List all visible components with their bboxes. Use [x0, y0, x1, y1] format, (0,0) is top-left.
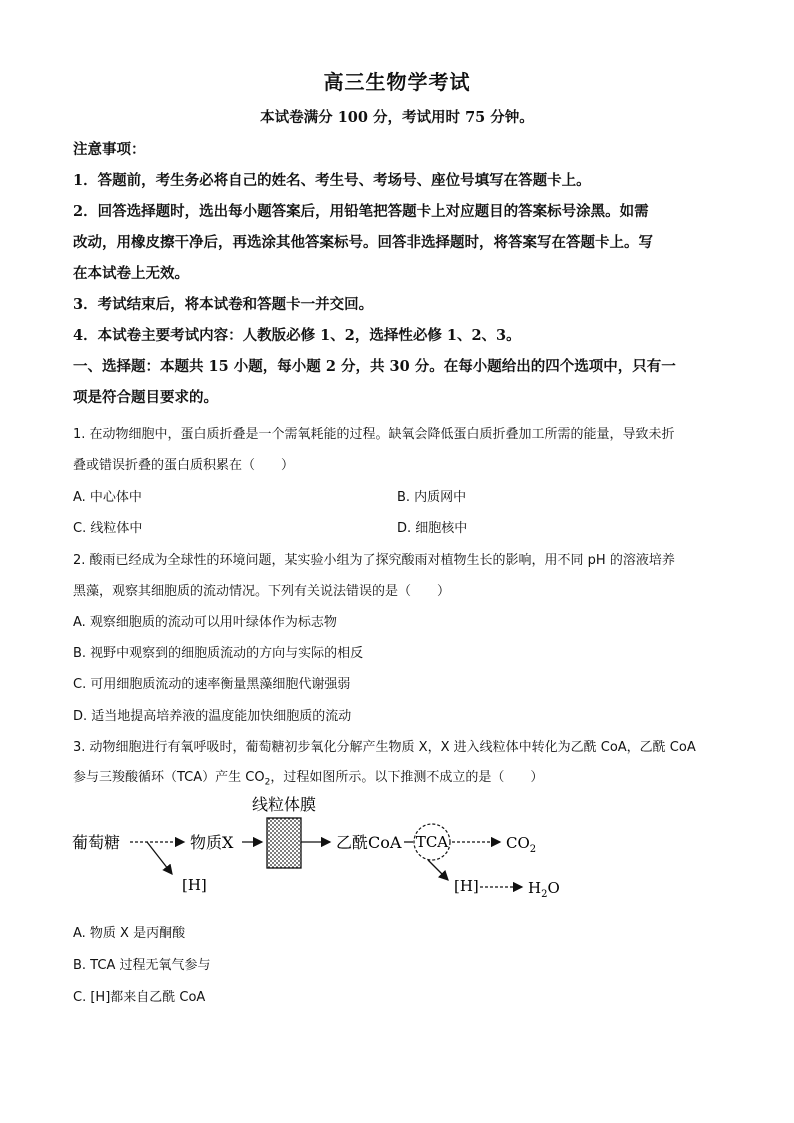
note-item-2-line-2: 改动，用橡皮擦干净后，再选涂其他答案标号。回答非选择题时，将答案写在答题卡上。写 — [73, 234, 653, 251]
q1-option-c[interactable]: C. 线粒体中 — [73, 521, 143, 536]
acetyl-coa-label: 乙酰CoA — [336, 833, 402, 852]
respiration-pathway-diagram — [60, 790, 580, 910]
note-item-2-line-3: 在本试卷上无效。 — [73, 265, 189, 282]
q1-option-a[interactable]: A. 中心体中 — [73, 490, 142, 505]
glucose-to-h-arrow — [147, 842, 172, 874]
q2-stem-line-2: 黑藻，观察其细胞质的流动情况。下列有关说法错误的是（ ） — [73, 584, 451, 599]
q2-option-b[interactable]: B. 视野中观察到的细胞质流动的方向与实际的相反 — [73, 646, 364, 661]
tca-label: TCA — [415, 833, 449, 851]
h-left-label: [H] — [182, 876, 207, 894]
q1-stem-line-2: 叠或错误折叠的蛋白质积累在（ ） — [73, 458, 295, 473]
q1-option-d[interactable]: D. 细胞核中 — [397, 521, 468, 536]
h2o-h: H — [528, 879, 542, 897]
q3-option-c[interactable]: C. [H]都来自乙酰 CoA — [73, 990, 206, 1005]
tca-to-h-arrow — [428, 860, 448, 880]
note-item-2-line-1: 2．回答选择题时，选出每小题答案后，用铅笔把答题卡上对应题目的答案标号涂黑。如需 — [73, 203, 649, 220]
h2o-label — [528, 879, 560, 900]
page-title: 高三生物学考试 — [323, 70, 471, 94]
q3-stem-subscript: 2 — [264, 777, 271, 788]
q3-option-a[interactable]: A. 物质 X 是丙酮酸 — [73, 926, 186, 941]
q3-stem-line-2-pre: 参与三羧酸循环（TCA）产生 CO — [73, 770, 265, 785]
q1-stem-line-1: 1. 在动物细胞中，蛋白质折叠是一个需氧耗能的过程。缺氧会降低蛋白质折叠加工所需的能量，导致未折 — [73, 427, 675, 442]
section-heading-line-2: 项是符合题目要求的。 — [73, 389, 218, 406]
notes-heading: 注意事项： — [73, 141, 146, 158]
q2-option-a[interactable]: A. 观察细胞质的流动可以用叶绿体作为标志物 — [73, 615, 337, 630]
membrane-label: 线粒体膜 — [252, 795, 317, 814]
co2-label — [506, 834, 536, 855]
q1-option-b[interactable]: B. 内质网中 — [397, 490, 467, 505]
h2o-subscript: 2 — [541, 889, 548, 900]
glucose-label: 葡萄糖 — [72, 833, 121, 852]
h-right-label: [H] — [454, 877, 479, 895]
q3-option-b[interactable]: B. TCA 过程无氧气参与 — [73, 958, 211, 973]
q2-option-d[interactable]: D. 适当地提高培养液的温度能加快细胞质的流动 — [73, 709, 352, 724]
mitochondrial-membrane-box — [267, 818, 301, 868]
substance-x-label: 物质X — [190, 833, 234, 852]
section-heading-line-1: 一、选择题：本题共 15 小题，每小题 2 分，共 30 分。在每小题给出的四个选项中，只有一 — [73, 358, 676, 375]
co2-subscript: 2 — [529, 844, 537, 855]
q3-stem-line-2 — [73, 766, 733, 788]
note-item-4: 4．本试卷主要考试内容：人教版必修 1、2，选择性必修 1、2、3。 — [73, 327, 521, 344]
h2o-o: O — [547, 879, 560, 897]
q3-stem-line-2-post: ，过程如图所示。以下推测不成立的是（ ） — [270, 770, 544, 785]
note-item-1: 1．答题前，考生务必将自己的姓名、考生号、考场号、座位号填写在答题卡上。 — [73, 172, 591, 189]
q2-stem-line-1: 2. 酸雨已经成为全球性的环境问题，某实验小组为了探究酸雨对植物生长的影响，用不同 pH 的溶液培养 — [73, 553, 675, 568]
q2-option-c[interactable]: C. 可用细胞质流动的速率衡量黑藻细胞代谢强弱 — [73, 677, 351, 692]
q3-stem-line-1: 3. 动物细胞进行有氧呼吸时，葡萄糖初步氧化分解产生物质 X，X 进入线粒体中转化为乙酰 CoA，乙酰 CoA — [73, 740, 696, 755]
co2-text: CO — [506, 834, 530, 852]
note-item-3: 3．考试结束后，将本试卷和答题卡一并交回。 — [73, 296, 374, 313]
exam-info: 本试卷满分 100 分，考试用时 75 分钟。 — [260, 109, 534, 126]
